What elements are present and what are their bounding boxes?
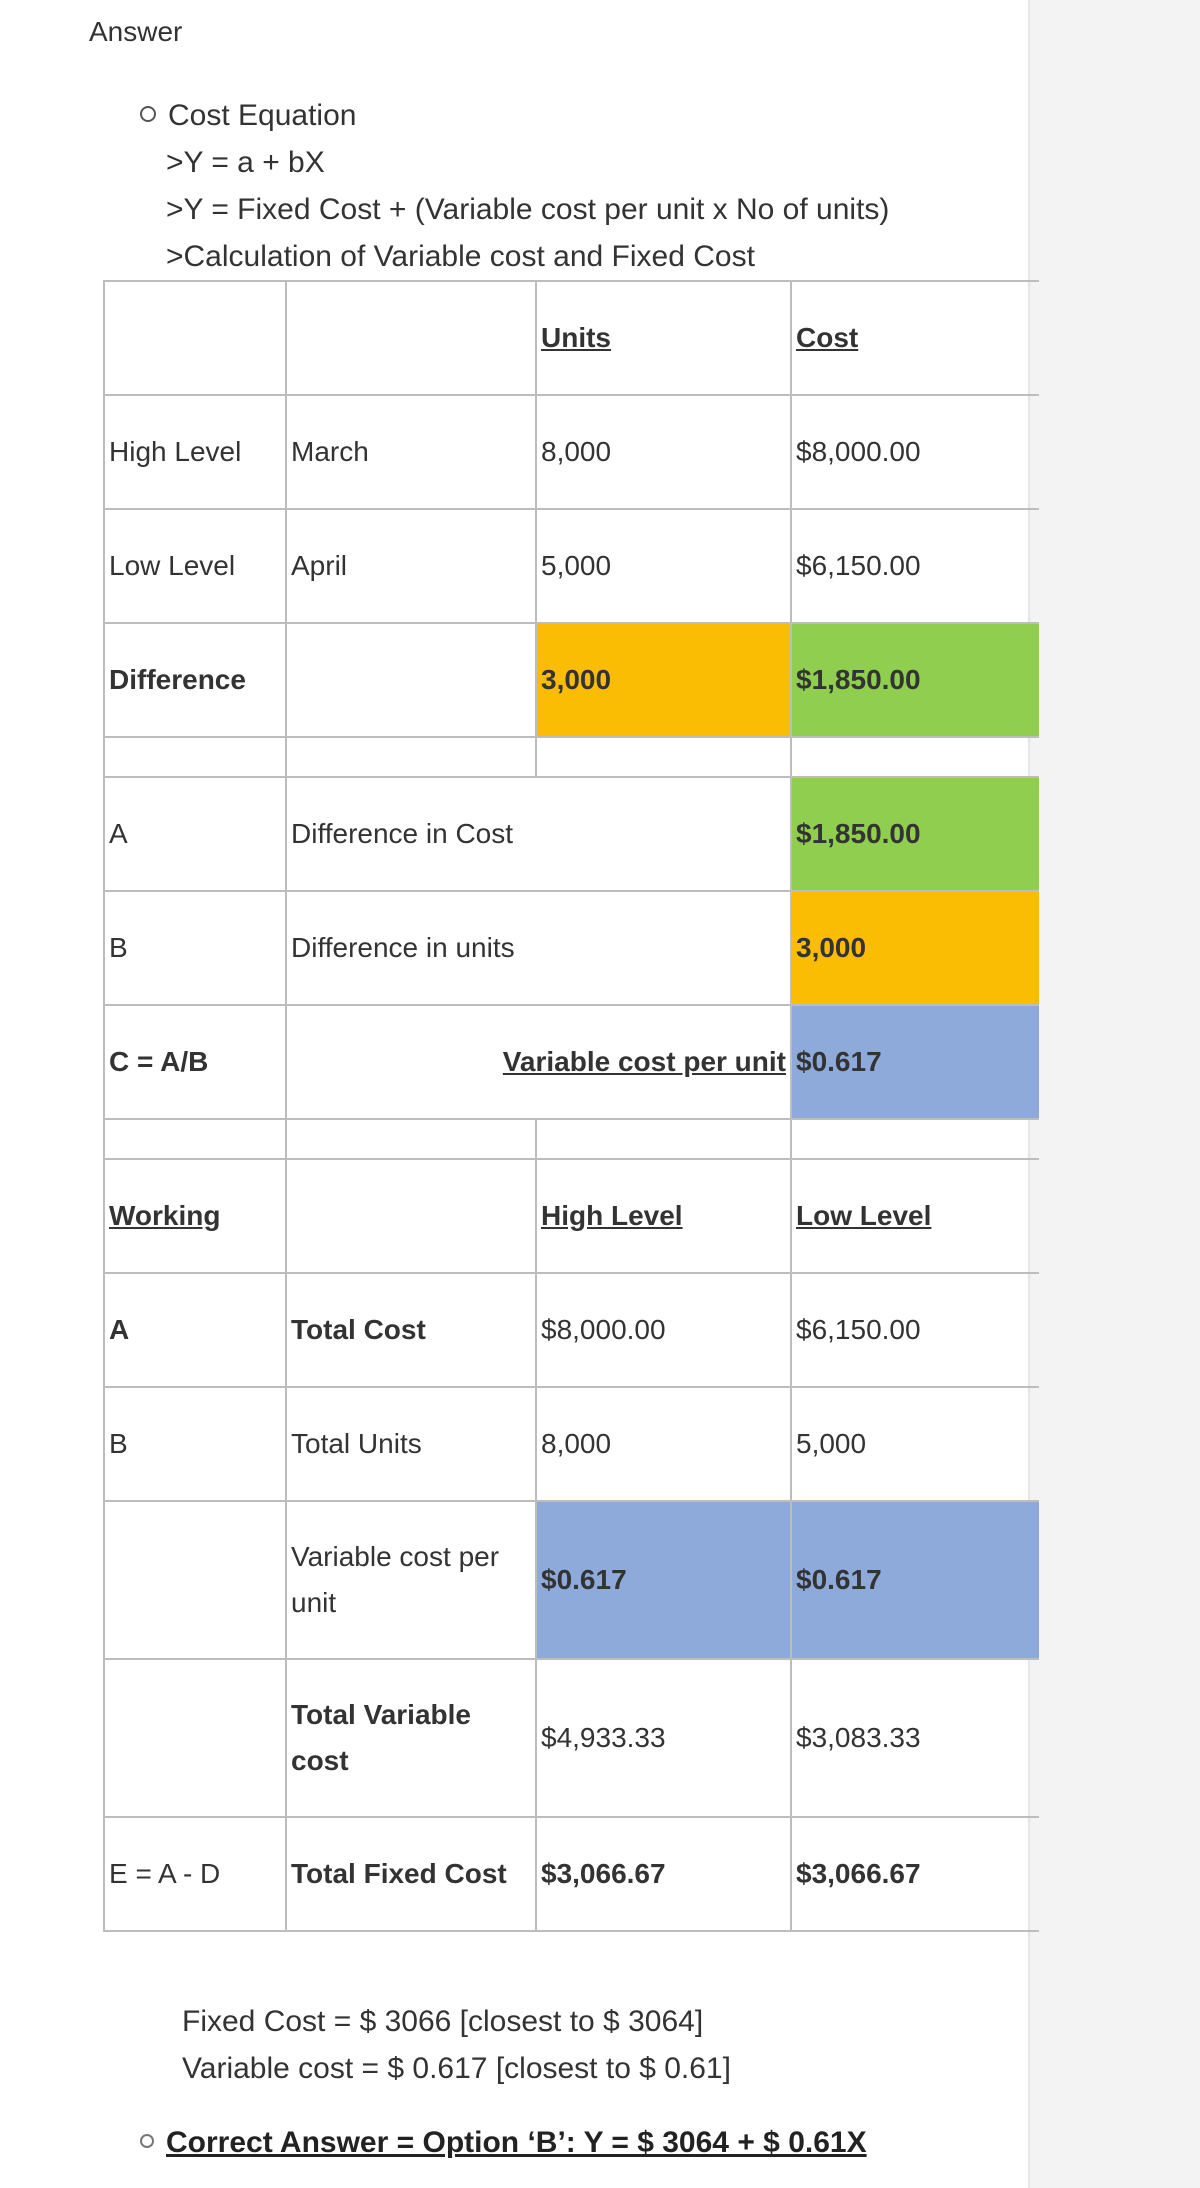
- cost-equation-item: [140, 92, 889, 139]
- intro-block: [140, 92, 889, 280]
- right-margin-band: [1028, 0, 1200, 2188]
- description-cell: Total Fixed Cost: [286, 1817, 536, 1931]
- conclusion-block: [182, 1998, 731, 2092]
- cost-cell: $6,150.00: [791, 509, 1039, 623]
- table-cell: [286, 623, 536, 737]
- low-value-cell: $3,066.67: [791, 1817, 1039, 1931]
- table-row: [104, 1659, 1039, 1817]
- table-row: [104, 281, 1039, 395]
- description-cell: Total Cost: [286, 1273, 536, 1387]
- high-value-cell: $8,000.00: [536, 1273, 791, 1387]
- table-row: [104, 1387, 1039, 1501]
- table-cell: [536, 1119, 791, 1159]
- table-cell: [286, 1119, 536, 1159]
- description-cell: Difference in Cost: [286, 777, 791, 891]
- table-cell: [286, 281, 536, 395]
- table-cell: [104, 1659, 286, 1817]
- table-row: [104, 1273, 1039, 1387]
- row-label: A: [104, 777, 286, 891]
- table-cell: [286, 737, 536, 777]
- table-row: [104, 1501, 1039, 1659]
- low-value-cell: 5,000: [791, 1387, 1039, 1501]
- equation-line: >Y = Fixed Cost + (Variable cost per unit x No of units): [166, 193, 890, 226]
- table-cell: [791, 737, 1039, 777]
- description-cell: Variable cost per unit: [286, 1501, 536, 1659]
- row-label: A: [104, 1273, 286, 1387]
- row-label: B: [104, 1387, 286, 1501]
- table-cell: [104, 1119, 286, 1159]
- high-value-cell: $4,933.33: [536, 1659, 791, 1817]
- high-value-cell: $3,066.67: [536, 1817, 791, 1931]
- table-row: [104, 891, 1039, 1005]
- units-header: Units: [536, 281, 791, 395]
- table-row: [104, 1159, 1039, 1273]
- row-label: B: [104, 891, 286, 1005]
- table-row: [104, 777, 1039, 891]
- cost-header: Cost: [791, 281, 1039, 395]
- units-difference-cell: 3,000: [536, 623, 791, 737]
- calculation-table: [103, 280, 1039, 1932]
- table-cell: [536, 737, 791, 777]
- low-value-cell: $6,150.00: [791, 1273, 1039, 1387]
- table-row: [104, 1817, 1039, 1931]
- low-value-cell: $3,083.33: [791, 1659, 1039, 1817]
- spacer-row: [104, 1119, 1039, 1159]
- units-cell: 8,000: [536, 395, 791, 509]
- table-cell: [104, 737, 286, 777]
- description-cell: Variable cost per unit: [286, 1005, 791, 1119]
- correct-answer-text: Correct Answer = Option ‘B’: Y = $ 3064 + $ 0.61X: [166, 2126, 867, 2159]
- cost-cell: $8,000.00: [791, 395, 1039, 509]
- low-value-cell: $0.617: [791, 1501, 1039, 1659]
- table-row: [104, 395, 1039, 509]
- table-cell: [286, 1159, 536, 1273]
- high-value-cell: 8,000: [536, 1387, 791, 1501]
- table-row: [104, 1005, 1039, 1119]
- row-label: Difference: [104, 623, 286, 737]
- value-cell: 3,000: [791, 891, 1039, 1005]
- description-cell: Total Units: [286, 1387, 536, 1501]
- equation-line: >Calculation of Variable cost and Fixed Cost: [166, 240, 755, 273]
- row-label: Low Level: [104, 509, 286, 623]
- spacer-row: [104, 737, 1039, 777]
- value-cell: $1,850.00: [791, 777, 1039, 891]
- description-cell: Total Variable cost: [286, 1659, 536, 1817]
- high-value-cell: $0.617: [536, 1501, 791, 1659]
- low-level-header: Low Level: [791, 1159, 1039, 1273]
- value-cell: $0.617: [791, 1005, 1039, 1119]
- high-level-header: High Level: [536, 1159, 791, 1273]
- table-cell: [104, 1501, 286, 1659]
- bullet-icon: [140, 106, 156, 122]
- table-row: [104, 509, 1039, 623]
- row-label: E = A - D: [104, 1817, 286, 1931]
- table-row: [104, 623, 1039, 737]
- table-cell: [104, 281, 286, 395]
- answer-heading: Answer: [89, 16, 183, 47]
- variable-cost-line: Variable cost = $ 0.617 [closest to $ 0.61]: [182, 2052, 731, 2085]
- month-cell: April: [286, 509, 536, 623]
- row-label: High Level: [104, 395, 286, 509]
- month-cell: March: [286, 395, 536, 509]
- working-label: Working: [104, 1159, 286, 1273]
- cost-difference-cell: $1,850.00: [791, 623, 1039, 737]
- description-cell: Difference in units: [286, 891, 791, 1005]
- units-cell: 5,000: [536, 509, 791, 623]
- row-label: C = A/B: [104, 1005, 286, 1119]
- cost-equation-title: Cost Equation: [168, 99, 357, 132]
- fixed-cost-line: Fixed Cost = $ 3066 [closest to $ 3064]: [182, 2005, 704, 2038]
- bullet-icon: [140, 2134, 154, 2148]
- table-cell: [791, 1119, 1039, 1159]
- correct-answer-item: [140, 2126, 867, 2160]
- equation-line: >Y = a + bX: [166, 146, 325, 179]
